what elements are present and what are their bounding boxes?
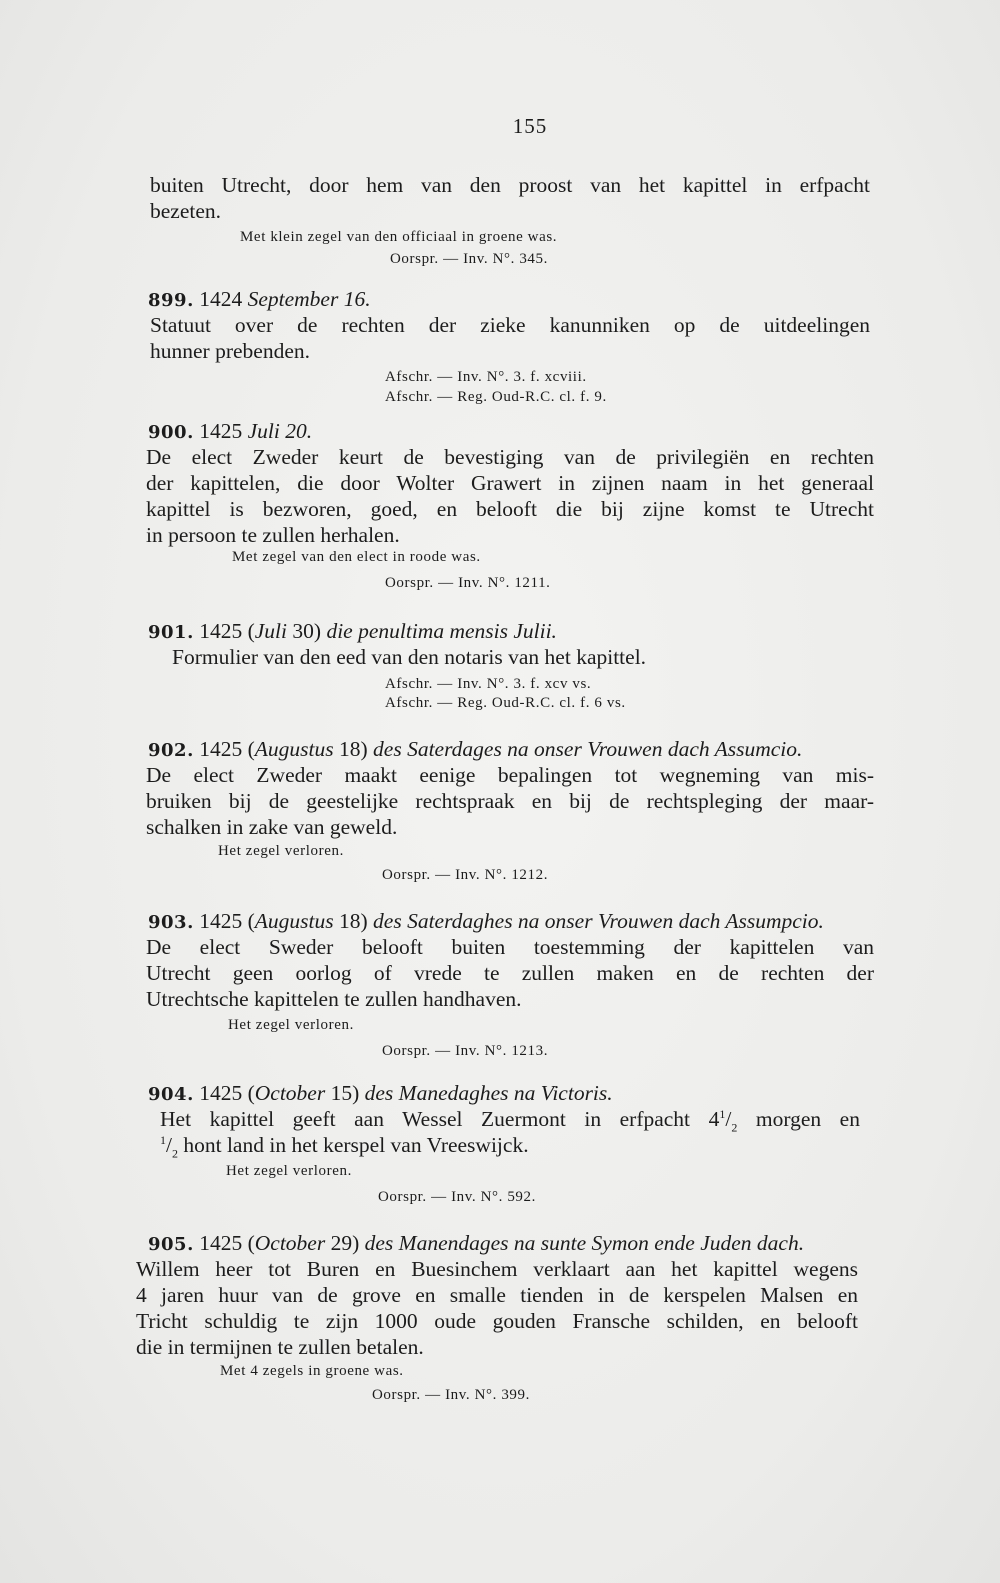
page-number: 155 xyxy=(512,114,548,138)
entry-paren-day: 30) xyxy=(292,619,322,643)
entry-number: 899. xyxy=(148,290,194,311)
text-line: 4 jaren huur van de grove en smalle tienden in de kerspelen Malsen en xyxy=(136,1283,858,1307)
source-reference: Oorspr. — Inv. N°. 592. xyxy=(378,1189,536,1205)
text-fragment: Het kapittel geeft aan Wessel Zuermont in erfpacht 4 xyxy=(160,1107,720,1131)
source-reference: Oorspr. — Inv. N°. 1213. xyxy=(382,1043,549,1059)
source-reference: Oorspr. — Inv. N°. 399. xyxy=(372,1387,530,1403)
entry-text-901 xyxy=(172,644,872,670)
source-reference: Afschr. — Inv. N°. 3. f. xcv vs. xyxy=(385,676,592,692)
text-line: in persoon te zullen herhalen. xyxy=(146,523,400,547)
source-reference: Afschr. — Reg. Oud-R.C. cl. f. 9. xyxy=(385,389,607,405)
text-line: Formulier van den eed van den notaris van het kapittel. xyxy=(172,645,647,669)
text-line: der kapittelen, die door Wolter Grawert in zijnen naam in het generaal xyxy=(146,471,874,495)
entry-number: 903. xyxy=(148,912,194,933)
seal-note: Met zegel van den elect in roode was. xyxy=(232,549,481,565)
text-line: De elect Zweder keurt de bevestiging van de privilegiën en rechten xyxy=(146,445,874,469)
seal-note: Het zegel verloren. xyxy=(228,1017,354,1033)
entry-heading-905: 905. 1425 (October 29) des Manendages na sunte Symon ende Juden dach. xyxy=(148,1231,805,1255)
entry-paren-date: Juli xyxy=(254,619,288,643)
entry-paren-day: 18) xyxy=(338,737,368,761)
entry-paren-date: Augustus xyxy=(254,909,334,933)
source-reference: Oorspr. — Inv. N°. 1212. xyxy=(382,867,549,883)
entry-paren-day: 29) xyxy=(330,1231,360,1255)
entry-year: 1425 xyxy=(199,737,243,761)
seal-note: Met klein zegel van den officiaal in groene was. xyxy=(240,229,558,245)
entry-paren-date: October xyxy=(254,1081,326,1105)
source-reference: Afschr. — Reg. Oud-R.C. cl. f. 6 vs. xyxy=(385,695,626,711)
text-fragment: hont land in het kerspel van Vreeswijck. xyxy=(183,1133,529,1157)
seal-note: Het zegel verloren. xyxy=(218,843,344,859)
entry-date: Juli 20. xyxy=(247,419,313,443)
entry-heading-899 xyxy=(148,286,371,314)
entry-text-905 xyxy=(136,1256,858,1360)
text-line: De elect Sweder belooft buiten toestemming der kapittelen van xyxy=(146,935,874,959)
entry-text-902 xyxy=(146,762,874,840)
text-line: hunner prebenden. xyxy=(150,339,310,363)
text-line: schalken in zake van geweld. xyxy=(146,815,398,839)
text-line: die in termijnen te zullen betalen. xyxy=(136,1335,424,1359)
entry-heading-900 xyxy=(148,418,312,446)
text-line: Statuut over de rechten der zieke kanunniken op de uitdeelingen xyxy=(150,313,870,337)
fraction-numerator: 1 xyxy=(719,1106,726,1121)
entry-number: 902. xyxy=(148,740,194,761)
entry-year: 1425 xyxy=(199,419,243,443)
fraction-denominator: 2 xyxy=(731,1120,738,1135)
entry-year: 1425 xyxy=(199,909,243,933)
entry-latin-date: des Saterdaghes na onser Vrouwen dach Assumpcio. xyxy=(373,909,824,933)
text-fragment: morgen en xyxy=(737,1107,860,1131)
entry-paren-day: 15) xyxy=(330,1081,360,1105)
entry-number: 905. xyxy=(148,1234,194,1255)
entry-year: 1425 xyxy=(199,619,243,643)
text-line: $^1/_2$ hont land in het kerspel van Vreeswijck. xyxy=(160,1132,529,1161)
entry-paren-date: Augustus xyxy=(254,737,334,761)
entry-year: 1425 xyxy=(199,1081,243,1105)
entry-text-900 xyxy=(146,444,874,548)
text-line: bruiken bij de geestelijke rechtspraak en bij de rechtspleging der maar- xyxy=(146,789,874,813)
entry-text-899 xyxy=(150,312,870,364)
text-line: Utrecht geen oorlog of vrede te zullen maken en de rechten der xyxy=(146,961,874,985)
text-line: Tricht schuldig te zijn 1000 oude gouden Fransche schilden, en belooft xyxy=(136,1309,858,1333)
entry-heading-901: 901. 1425 (Juli 30) die penultima mensis Julii. xyxy=(148,619,557,643)
entry-latin-date: des Manedaghes na Victoris. xyxy=(364,1081,613,1105)
entry-text-904 xyxy=(160,1106,860,1161)
text-line: buiten Utrecht, door hem van den proost van het kapittel in erfpacht xyxy=(150,173,870,197)
source-reference: Afschr. — Inv. N°. 3. f. xcviii. xyxy=(385,369,587,385)
seal-note: Het zegel verloren. xyxy=(226,1163,352,1179)
text-line: Willem heer tot Buren en Buesinchem verklaart aan het kapittel wegens xyxy=(136,1257,858,1281)
text-line: Het kapittel geeft aan Wessel Zuermont in erfpacht $4^1/_2$ morgen en xyxy=(160,1106,860,1135)
intro-text xyxy=(150,172,870,224)
entry-heading-903: 903. 1425 (Augustus 18) des Saterdaghes na onser Vrouwen dach Assumpcio. xyxy=(148,909,824,933)
entry-latin-date: des Saterdages na onser Vrouwen dach Assumcio. xyxy=(373,737,803,761)
entry-date: September 16. xyxy=(247,287,371,311)
entry-paren-date: October xyxy=(254,1231,326,1255)
text-line: De elect Zweder maakt eenige bepalingen tot wegneming van mis- xyxy=(146,763,874,787)
text-line: kapittel is bezworen, goed, en belooft die bij zijne komst te Utrecht xyxy=(146,497,874,521)
source-reference: Oorspr. — Inv. N°. 1211. xyxy=(385,575,551,591)
entry-latin-date: des Manendages na sunte Symon ende Juden dach. xyxy=(364,1231,805,1255)
entry-number: 900. xyxy=(148,422,194,443)
entry-latin-date: die penultima mensis Julii. xyxy=(326,619,557,643)
entry-number: 904. xyxy=(148,1084,194,1105)
entry-heading-902: 902. 1425 (Augustus 18) des Saterdages na onser Vrouwen dach Assumcio. xyxy=(148,737,803,761)
text-line: bezeten. xyxy=(150,199,222,223)
entry-heading-904: 904. 1425 (October 15) des Manedaghes na Victoris. xyxy=(148,1081,613,1105)
text-line: Utrechtsche kapittelen te zullen handhaven. xyxy=(146,987,522,1011)
seal-note: Met 4 zegels in groene was. xyxy=(220,1363,404,1379)
source-reference: Oorspr. — Inv. N°. 345. xyxy=(390,251,548,267)
entry-paren-day: 18) xyxy=(338,909,368,933)
entry-text-903 xyxy=(146,934,874,1012)
entry-number: 901. xyxy=(148,622,194,643)
entry-year: 1425 xyxy=(199,1231,243,1255)
entry-year: 1424 xyxy=(199,287,243,311)
